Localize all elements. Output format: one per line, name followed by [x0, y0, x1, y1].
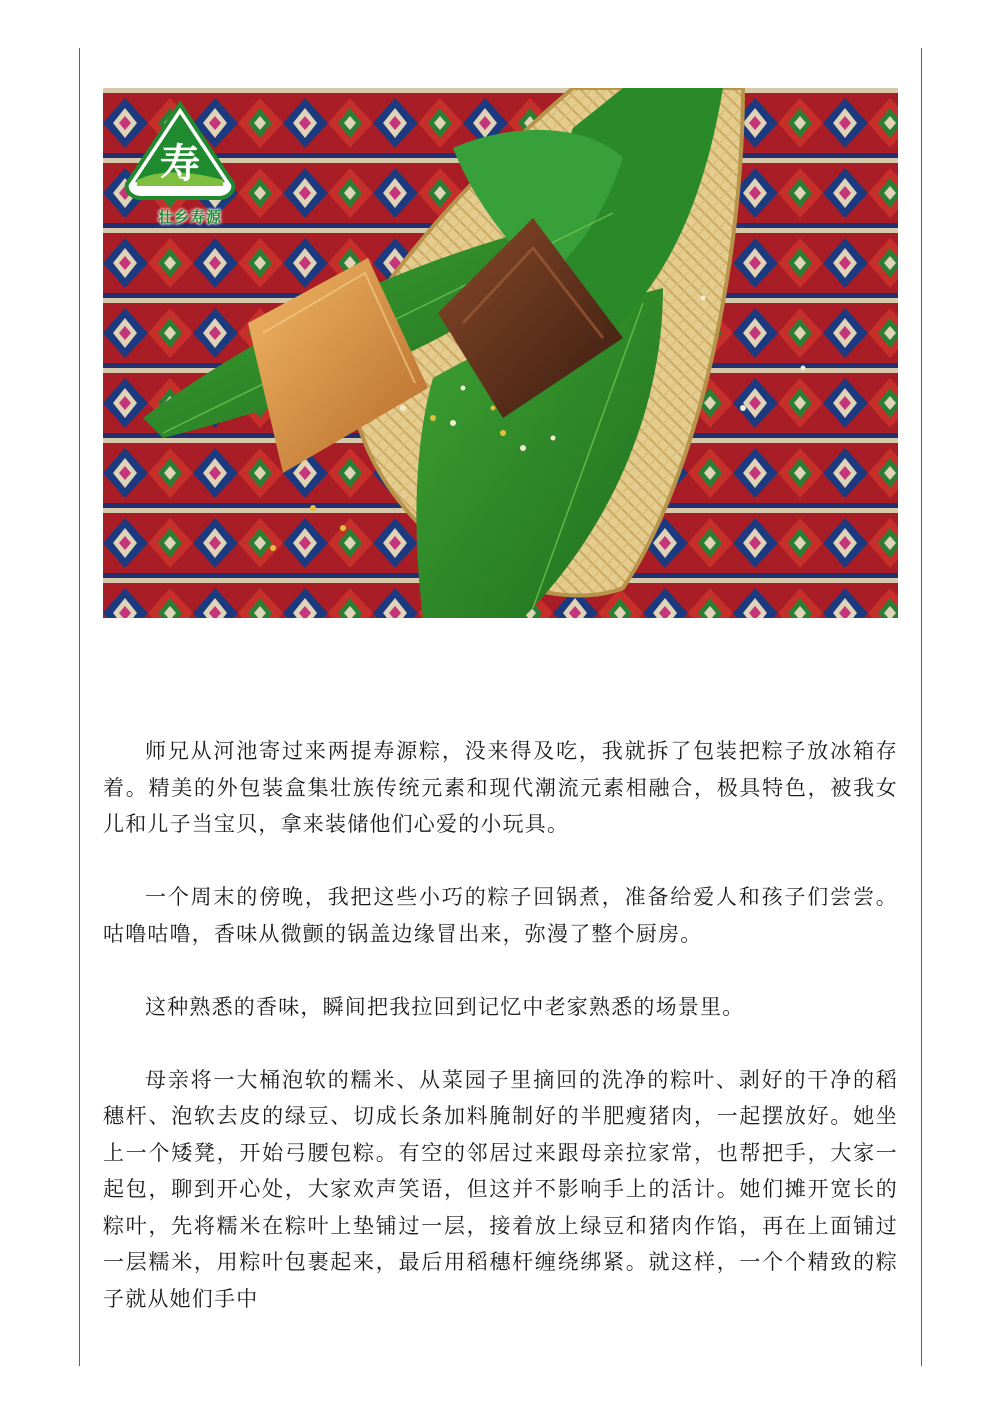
brand-logo	[125, 102, 235, 226]
zongzi-photo	[103, 88, 898, 618]
paragraph-1: 师兄从河池寄过来两提寿源粽，没来得及吃，我就拆了包装把粽子放冰箱存着。精美的外包装盒集壮族传统元素和现代潮流元素相融合，极具特色，被我女儿和儿子当宝贝，拿来装储他们心爱的小玩具。	[103, 739, 898, 836]
right-margin-line	[921, 48, 922, 1366]
paragraph-3: 这种熟悉的香味，瞬间把我拉回到记忆中老家熟悉的场景里。	[145, 994, 745, 1019]
logo-brand-name: 壮乡寿源	[157, 208, 222, 226]
paragraph-4: 母亲将一大桶泡软的糯米、从菜园子里摘回的洗净的粽叶、剥好的干净的稻穗杆、泡软去皮的绿豆、切成长条加料腌制好的半肥瘦猪肉，一起摆放好。她坐上一个矮凳，开始弓腰包粽。有空的邻居过来跟母亲拉家常，也帮把手，大家一起包，聊到开心处，大家欢声笑语，但这并不影响手上的活计。她们摊开宽长的粽叶，先将糯米在粽叶上垫铺过一层，接着放上绿豆和猪肉作馅，再在上面铺过一层糯米，用粽叶包裹起来，最后用稻穗杆缠绕绑紧。就这样，一个个精致的粽子就从她们手中	[103, 1067, 898, 1311]
logo-character: 寿	[160, 140, 200, 187]
paragraph-2: 一个周末的傍晚，我把这些小巧的粽子回锅煮，准备给爱人和孩子们尝尝。咕噜咕噜，香味从微颤的锅盖边缘冒出来，弥漫了整个厨房。	[103, 885, 898, 946]
article-body	[103, 733, 898, 1354]
left-margin-line	[79, 48, 80, 1366]
